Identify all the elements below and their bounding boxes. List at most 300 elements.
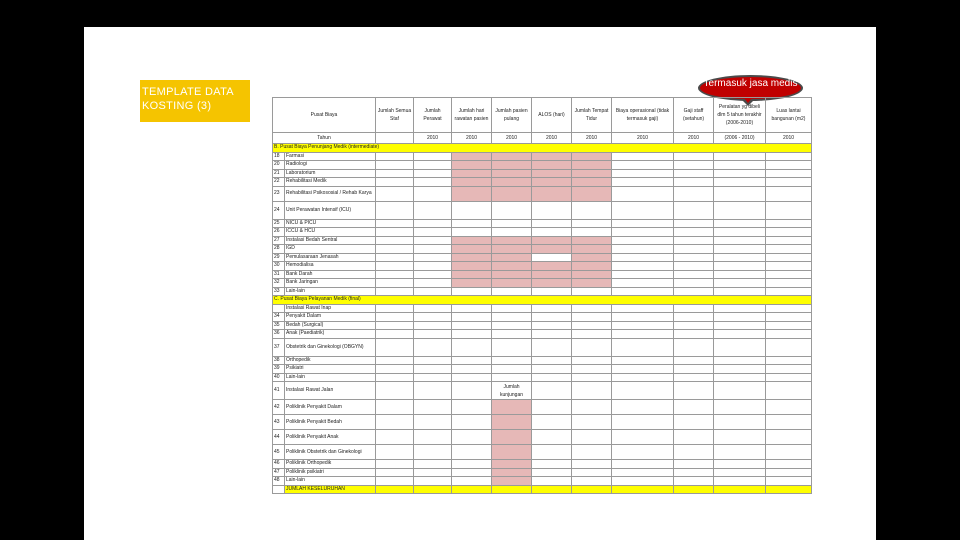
- data-cell[interactable]: [376, 236, 414, 245]
- data-cell[interactable]: [714, 460, 766, 469]
- data-cell[interactable]: [452, 356, 492, 365]
- data-cell[interactable]: [572, 365, 612, 374]
- data-cell[interactable]: [572, 279, 612, 288]
- data-cell[interactable]: [674, 169, 714, 178]
- total-cell[interactable]: [492, 485, 532, 494]
- data-cell[interactable]: [492, 313, 532, 322]
- data-cell[interactable]: [414, 152, 452, 161]
- data-cell[interactable]: [414, 477, 452, 486]
- data-cell[interactable]: [376, 186, 414, 201]
- data-cell[interactable]: [492, 201, 532, 219]
- data-cell[interactable]: [572, 201, 612, 219]
- data-cell[interactable]: [532, 445, 572, 460]
- data-cell[interactable]: [376, 245, 414, 254]
- data-cell[interactable]: [714, 365, 766, 374]
- data-cell[interactable]: [376, 445, 414, 460]
- data-cell[interactable]: [532, 279, 572, 288]
- data-cell[interactable]: [414, 356, 452, 365]
- data-cell[interactable]: [766, 445, 812, 460]
- data-cell[interactable]: [714, 161, 766, 170]
- data-cell[interactable]: [714, 304, 766, 313]
- data-cell[interactable]: [376, 169, 414, 178]
- data-cell[interactable]: [414, 415, 452, 430]
- data-cell[interactable]: [414, 201, 452, 219]
- data-cell[interactable]: [572, 445, 612, 460]
- data-cell[interactable]: [532, 430, 572, 445]
- data-cell[interactable]: [532, 365, 572, 374]
- data-cell[interactable]: [492, 152, 532, 161]
- data-cell[interactable]: [714, 219, 766, 228]
- data-cell[interactable]: [766, 356, 812, 365]
- data-cell[interactable]: [376, 356, 414, 365]
- data-cell[interactable]: [766, 365, 812, 374]
- data-cell[interactable]: [452, 373, 492, 382]
- data-cell[interactable]: [612, 201, 674, 219]
- data-cell[interactable]: [532, 178, 572, 187]
- data-cell[interactable]: [612, 313, 674, 322]
- data-cell[interactable]: [612, 365, 674, 374]
- data-cell[interactable]: [766, 415, 812, 430]
- data-cell[interactable]: [414, 262, 452, 271]
- data-cell[interactable]: [766, 477, 812, 486]
- data-cell[interactable]: [612, 356, 674, 365]
- data-cell[interactable]: [492, 236, 532, 245]
- data-cell[interactable]: [674, 400, 714, 415]
- data-cell[interactable]: [612, 186, 674, 201]
- data-cell[interactable]: [714, 228, 766, 237]
- data-cell[interactable]: [572, 304, 612, 313]
- data-cell[interactable]: [674, 236, 714, 245]
- data-cell[interactable]: [714, 169, 766, 178]
- data-cell[interactable]: [714, 245, 766, 254]
- data-cell[interactable]: [376, 330, 414, 339]
- data-cell[interactable]: [414, 169, 452, 178]
- data-cell[interactable]: [414, 219, 452, 228]
- data-cell[interactable]: [766, 186, 812, 201]
- data-cell[interactable]: [572, 236, 612, 245]
- data-cell[interactable]: [612, 253, 674, 262]
- data-cell[interactable]: [492, 270, 532, 279]
- data-cell[interactable]: [452, 219, 492, 228]
- data-cell[interactable]: [452, 460, 492, 469]
- data-cell[interactable]: [572, 400, 612, 415]
- data-cell[interactable]: [414, 338, 452, 356]
- data-cell[interactable]: [452, 161, 492, 170]
- data-cell[interactable]: [414, 373, 452, 382]
- data-cell[interactable]: [572, 430, 612, 445]
- data-cell[interactable]: [714, 430, 766, 445]
- data-cell[interactable]: [376, 228, 414, 237]
- total-cell[interactable]: [572, 485, 612, 494]
- data-cell[interactable]: [714, 253, 766, 262]
- data-cell[interactable]: [572, 253, 612, 262]
- data-cell[interactable]: [492, 186, 532, 201]
- data-cell[interactable]: [376, 287, 414, 296]
- data-cell[interactable]: [674, 253, 714, 262]
- data-cell[interactable]: [452, 477, 492, 486]
- data-cell[interactable]: [376, 219, 414, 228]
- data-cell[interactable]: [376, 178, 414, 187]
- data-cell[interactable]: [452, 330, 492, 339]
- data-cell[interactable]: [376, 365, 414, 374]
- data-cell[interactable]: [766, 382, 812, 400]
- data-cell[interactable]: [674, 415, 714, 430]
- data-cell[interactable]: [492, 400, 532, 415]
- data-cell[interactable]: [674, 178, 714, 187]
- data-cell[interactable]: [714, 186, 766, 201]
- data-cell[interactable]: [766, 430, 812, 445]
- data-cell[interactable]: [532, 338, 572, 356]
- data-cell[interactable]: [572, 382, 612, 400]
- data-cell[interactable]: [612, 270, 674, 279]
- data-cell[interactable]: [612, 161, 674, 170]
- data-cell[interactable]: [674, 356, 714, 365]
- data-cell[interactable]: [452, 279, 492, 288]
- data-cell[interactable]: [414, 430, 452, 445]
- data-cell[interactable]: [766, 304, 812, 313]
- data-cell[interactable]: [612, 430, 674, 445]
- data-cell[interactable]: [714, 321, 766, 330]
- data-cell[interactable]: [452, 287, 492, 296]
- data-cell[interactable]: [492, 468, 532, 477]
- data-cell[interactable]: [376, 468, 414, 477]
- data-cell[interactable]: [414, 186, 452, 201]
- data-cell[interactable]: [376, 152, 414, 161]
- data-cell[interactable]: [452, 313, 492, 322]
- data-cell[interactable]: [452, 236, 492, 245]
- data-cell[interactable]: [674, 330, 714, 339]
- data-cell[interactable]: [492, 304, 532, 313]
- data-cell[interactable]: [452, 338, 492, 356]
- data-cell[interactable]: [414, 365, 452, 374]
- data-cell[interactable]: [612, 373, 674, 382]
- data-cell[interactable]: [376, 430, 414, 445]
- data-cell[interactable]: [766, 400, 812, 415]
- data-cell[interactable]: [612, 400, 674, 415]
- data-cell[interactable]: [532, 415, 572, 430]
- data-cell[interactable]: [414, 245, 452, 254]
- data-cell[interactable]: [492, 287, 532, 296]
- data-cell[interactable]: [492, 279, 532, 288]
- data-cell[interactable]: [572, 219, 612, 228]
- total-cell[interactable]: [766, 485, 812, 494]
- data-cell[interactable]: [414, 382, 452, 400]
- data-cell[interactable]: [766, 279, 812, 288]
- total-cell[interactable]: [714, 485, 766, 494]
- data-cell[interactable]: [452, 178, 492, 187]
- data-cell[interactable]: [532, 161, 572, 170]
- data-cell[interactable]: [572, 245, 612, 254]
- data-cell[interactable]: [376, 321, 414, 330]
- data-cell[interactable]: [766, 178, 812, 187]
- data-cell[interactable]: [532, 287, 572, 296]
- data-cell[interactable]: [452, 253, 492, 262]
- data-cell[interactable]: [766, 152, 812, 161]
- data-cell[interactable]: [612, 338, 674, 356]
- data-cell[interactable]: [492, 321, 532, 330]
- data-cell[interactable]: [414, 287, 452, 296]
- data-cell[interactable]: [674, 287, 714, 296]
- data-cell[interactable]: [414, 279, 452, 288]
- data-cell[interactable]: [532, 382, 572, 400]
- data-cell[interactable]: [376, 201, 414, 219]
- data-cell[interactable]: [714, 330, 766, 339]
- data-cell[interactable]: [766, 287, 812, 296]
- data-cell[interactable]: [572, 338, 612, 356]
- data-cell[interactable]: [414, 270, 452, 279]
- data-cell[interactable]: [376, 477, 414, 486]
- data-cell[interactable]: [612, 245, 674, 254]
- data-cell[interactable]: [492, 356, 532, 365]
- data-cell[interactable]: [414, 445, 452, 460]
- data-cell[interactable]: [572, 178, 612, 187]
- data-cell[interactable]: [612, 445, 674, 460]
- data-cell[interactable]: [492, 445, 532, 460]
- data-cell[interactable]: [766, 169, 812, 178]
- data-cell[interactable]: [532, 253, 572, 262]
- data-cell[interactable]: [492, 477, 532, 486]
- data-cell[interactable]: [452, 245, 492, 254]
- data-cell[interactable]: [714, 287, 766, 296]
- data-cell[interactable]: [714, 356, 766, 365]
- data-cell[interactable]: [532, 186, 572, 201]
- total-cell[interactable]: [376, 485, 414, 494]
- data-cell[interactable]: [674, 152, 714, 161]
- data-cell[interactable]: [714, 382, 766, 400]
- data-cell[interactable]: [572, 287, 612, 296]
- data-cell[interactable]: [766, 219, 812, 228]
- data-cell[interactable]: [492, 169, 532, 178]
- data-cell[interactable]: [612, 477, 674, 486]
- data-cell[interactable]: [376, 415, 414, 430]
- data-cell[interactable]: [766, 373, 812, 382]
- data-cell[interactable]: [452, 201, 492, 219]
- data-cell[interactable]: [714, 201, 766, 219]
- data-cell[interactable]: [376, 373, 414, 382]
- data-cell[interactable]: [492, 245, 532, 254]
- total-cell[interactable]: [414, 485, 452, 494]
- data-cell[interactable]: [492, 430, 532, 445]
- data-cell[interactable]: [572, 330, 612, 339]
- data-cell[interactable]: [492, 373, 532, 382]
- data-cell[interactable]: [612, 460, 674, 469]
- data-cell[interactable]: [766, 161, 812, 170]
- data-cell[interactable]: [766, 460, 812, 469]
- data-cell[interactable]: [376, 270, 414, 279]
- data-cell[interactable]: [714, 338, 766, 356]
- data-cell[interactable]: [492, 228, 532, 237]
- data-cell[interactable]: [766, 321, 812, 330]
- data-cell[interactable]: [452, 228, 492, 237]
- data-cell[interactable]: [572, 186, 612, 201]
- data-cell[interactable]: [532, 245, 572, 254]
- data-cell[interactable]: [532, 356, 572, 365]
- data-cell[interactable]: [452, 152, 492, 161]
- data-cell[interactable]: [572, 321, 612, 330]
- data-cell[interactable]: [452, 262, 492, 271]
- data-cell[interactable]: [612, 279, 674, 288]
- data-cell[interactable]: [572, 415, 612, 430]
- data-cell[interactable]: [376, 279, 414, 288]
- data-cell[interactable]: [766, 253, 812, 262]
- data-cell[interactable]: [714, 400, 766, 415]
- data-cell[interactable]: [572, 356, 612, 365]
- data-cell[interactable]: [572, 460, 612, 469]
- data-cell[interactable]: [492, 460, 532, 469]
- data-cell[interactable]: [612, 415, 674, 430]
- data-cell[interactable]: [532, 304, 572, 313]
- data-cell[interactable]: [572, 270, 612, 279]
- data-cell[interactable]: [674, 365, 714, 374]
- data-cell[interactable]: [714, 236, 766, 245]
- data-cell[interactable]: [674, 201, 714, 219]
- data-cell[interactable]: [492, 178, 532, 187]
- data-cell[interactable]: [572, 468, 612, 477]
- data-cell[interactable]: [714, 415, 766, 430]
- data-cell[interactable]: [766, 468, 812, 477]
- data-cell[interactable]: [492, 253, 532, 262]
- data-cell[interactable]: [414, 228, 452, 237]
- data-cell[interactable]: [612, 219, 674, 228]
- data-cell[interactable]: [532, 313, 572, 322]
- data-cell[interactable]: [674, 373, 714, 382]
- data-cell[interactable]: [714, 152, 766, 161]
- data-cell[interactable]: [674, 279, 714, 288]
- data-cell[interactable]: [612, 382, 674, 400]
- data-cell[interactable]: [674, 262, 714, 271]
- data-cell[interactable]: [612, 152, 674, 161]
- data-cell[interactable]: [532, 219, 572, 228]
- data-cell[interactable]: [612, 468, 674, 477]
- data-cell[interactable]: [452, 270, 492, 279]
- data-cell[interactable]: [376, 400, 414, 415]
- data-cell[interactable]: [532, 201, 572, 219]
- data-cell[interactable]: [674, 219, 714, 228]
- data-cell[interactable]: [766, 236, 812, 245]
- data-cell[interactable]: [376, 313, 414, 322]
- data-cell[interactable]: [572, 313, 612, 322]
- data-cell[interactable]: [714, 313, 766, 322]
- data-cell[interactable]: [414, 236, 452, 245]
- data-cell[interactable]: [414, 313, 452, 322]
- data-cell[interactable]: [532, 270, 572, 279]
- data-cell[interactable]: [612, 228, 674, 237]
- data-cell[interactable]: [674, 468, 714, 477]
- data-cell[interactable]: [612, 178, 674, 187]
- data-cell[interactable]: [414, 253, 452, 262]
- data-cell[interactable]: [674, 270, 714, 279]
- data-cell[interactable]: [612, 287, 674, 296]
- data-cell[interactable]: [452, 169, 492, 178]
- data-cell[interactable]: [766, 228, 812, 237]
- data-cell[interactable]: [452, 445, 492, 460]
- data-cell[interactable]: [532, 468, 572, 477]
- data-cell[interactable]: [572, 169, 612, 178]
- data-cell[interactable]: [452, 186, 492, 201]
- data-cell[interactable]: [572, 228, 612, 237]
- data-cell[interactable]: [674, 430, 714, 445]
- data-cell[interactable]: [376, 253, 414, 262]
- data-cell[interactable]: [376, 338, 414, 356]
- data-cell[interactable]: [532, 477, 572, 486]
- data-cell[interactable]: [532, 262, 572, 271]
- data-cell[interactable]: [766, 270, 812, 279]
- data-cell[interactable]: [452, 382, 492, 400]
- data-cell[interactable]: [674, 313, 714, 322]
- data-cell[interactable]: [714, 178, 766, 187]
- data-cell[interactable]: [714, 445, 766, 460]
- data-cell[interactable]: [452, 468, 492, 477]
- data-cell[interactable]: [612, 321, 674, 330]
- data-cell[interactable]: [572, 477, 612, 486]
- data-cell[interactable]: [376, 262, 414, 271]
- data-cell[interactable]: [492, 262, 532, 271]
- data-cell[interactable]: [492, 161, 532, 170]
- data-cell[interactable]: [714, 468, 766, 477]
- data-cell[interactable]: [674, 460, 714, 469]
- data-cell[interactable]: [414, 460, 452, 469]
- data-cell[interactable]: [612, 262, 674, 271]
- data-cell[interactable]: [766, 330, 812, 339]
- data-cell[interactable]: [572, 262, 612, 271]
- data-cell[interactable]: [376, 382, 414, 400]
- data-cell[interactable]: [492, 330, 532, 339]
- data-cell[interactable]: [714, 279, 766, 288]
- data-cell[interactable]: [612, 236, 674, 245]
- data-cell[interactable]: [532, 460, 572, 469]
- data-cell[interactable]: [452, 304, 492, 313]
- data-cell[interactable]: [612, 330, 674, 339]
- data-cell[interactable]: [674, 321, 714, 330]
- data-cell[interactable]: [766, 313, 812, 322]
- data-cell[interactable]: [766, 245, 812, 254]
- data-cell[interactable]: [674, 477, 714, 486]
- data-cell[interactable]: [714, 373, 766, 382]
- data-cell[interactable]: [714, 270, 766, 279]
- data-cell[interactable]: [492, 415, 532, 430]
- total-cell[interactable]: [612, 485, 674, 494]
- data-cell[interactable]: [766, 262, 812, 271]
- data-cell[interactable]: [572, 152, 612, 161]
- data-cell[interactable]: [492, 338, 532, 356]
- data-cell[interactable]: [414, 178, 452, 187]
- data-cell[interactable]: [766, 338, 812, 356]
- data-cell[interactable]: [532, 152, 572, 161]
- data-cell[interactable]: [492, 219, 532, 228]
- data-cell[interactable]: [766, 201, 812, 219]
- data-cell[interactable]: [612, 169, 674, 178]
- data-cell[interactable]: [452, 400, 492, 415]
- data-cell[interactable]: [452, 415, 492, 430]
- data-cell[interactable]: [376, 304, 414, 313]
- data-cell[interactable]: [452, 430, 492, 445]
- data-cell[interactable]: [532, 400, 572, 415]
- data-cell[interactable]: [376, 161, 414, 170]
- data-cell[interactable]: [452, 365, 492, 374]
- data-cell[interactable]: [572, 161, 612, 170]
- data-cell[interactable]: [492, 365, 532, 374]
- data-cell[interactable]: [674, 186, 714, 201]
- data-cell[interactable]: [532, 321, 572, 330]
- total-cell[interactable]: [674, 485, 714, 494]
- data-cell[interactable]: [414, 321, 452, 330]
- data-cell[interactable]: [674, 304, 714, 313]
- data-cell[interactable]: [674, 228, 714, 237]
- data-cell[interactable]: [532, 373, 572, 382]
- data-cell[interactable]: [414, 161, 452, 170]
- data-cell[interactable]: [674, 338, 714, 356]
- data-cell[interactable]: [376, 460, 414, 469]
